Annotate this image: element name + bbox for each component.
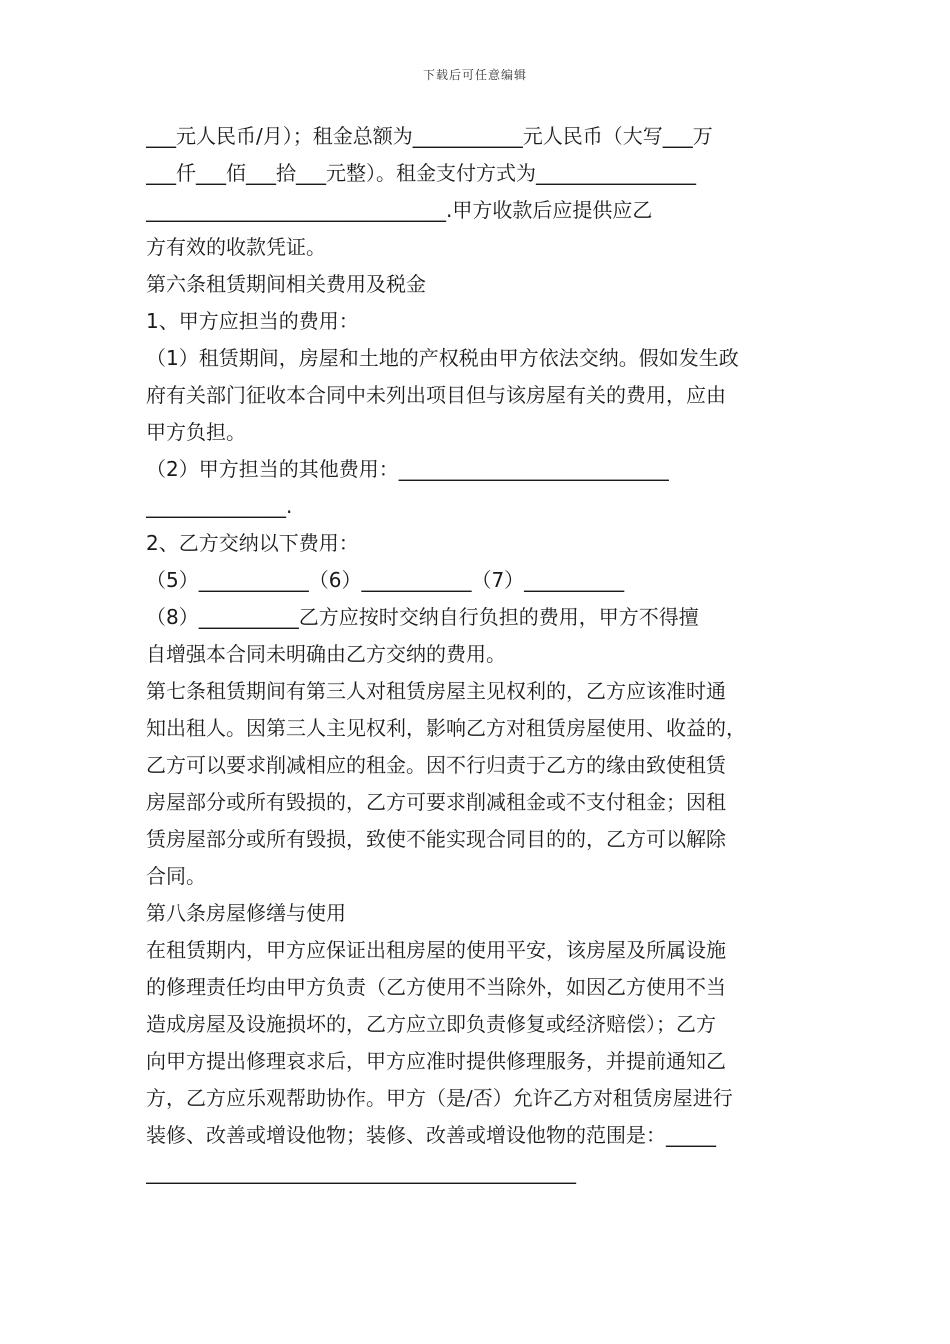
page-header-note: 下载后可任意编辑: [422, 68, 527, 82]
section-heading: 第六条租赁期间相关费用及税金: [146, 272, 426, 296]
text-line: ______________________________.甲方收款后应提供应乙: [146, 198, 653, 222]
text-line: 乙方可以要求削减相应的租金。因不行归责于乙方的缘由致使租赁: [146, 753, 726, 777]
text-line: （2）甲方担当的其他费用：___________________________: [146, 457, 669, 481]
text-line: 合同。: [146, 864, 206, 888]
text-line: 2、乙方交纳以下费用：: [146, 531, 359, 555]
text-line: （5）___________（6）___________（7）__________: [146, 568, 625, 592]
text-line: （8）__________乙方应按时交纳自行负担的费用，甲方不得擅: [146, 605, 699, 629]
document-body: [146, 118, 816, 1191]
text-line: ___元人民币/月）；租金总额为___________元人民币（大写___万: [146, 124, 713, 148]
text-line: 向甲方提出修理哀求后，甲方应准时提供修理服务，并提前通知乙: [146, 1049, 726, 1073]
text-line: 的修理责任均由甲方负责（乙方使用不当除外，如因乙方使用不当: [146, 975, 726, 999]
text-line: 房屋部分或所有毁损的，乙方可要求削减租金或不支付租金；因租: [146, 790, 726, 814]
text-line: 甲方负担。: [146, 420, 246, 444]
text-line: ___________________________________________: [146, 1160, 576, 1184]
text-line: 1、甲方应担当的费用：: [146, 309, 359, 333]
text-line: 自增强本合同未明确由乙方交纳的费用。: [146, 642, 506, 666]
text-line: 府有关部门征收本合同中未列出项目但与该房屋有关的费用，应由: [146, 383, 726, 407]
text-line: 造成房屋及设施损坏的，乙方应立即负责修复或经济赔偿）；乙方: [146, 1012, 716, 1036]
text-line: 装修、改善或增设他物；装修、改善或增设他物的范围是：_____: [146, 1123, 716, 1147]
section-heading: 第八条房屋修缮与使用: [146, 901, 346, 925]
text-line: 知出租人。因第三人主见权利，影响乙方对租赁房屋使用、收益的，: [146, 716, 746, 740]
text-line: （1）租赁期间，房屋和土地的产权税由甲方依法交纳。假如发生政: [146, 346, 739, 370]
text-line: 方有效的收款凭证。: [146, 235, 326, 259]
text-line: 在租赁期内，甲方应保证出租房屋的使用平安，该房屋及所属设施: [146, 938, 726, 962]
text-line: ______________.: [146, 494, 293, 518]
text-line: ___仟___佰___拾___元整）。租金支付方式为________________: [146, 161, 696, 185]
text-line: 方，乙方应乐观帮助协作。甲方（是/否）允许乙方对租赁房屋进行: [146, 1086, 733, 1110]
text-line: 赁房屋部分或所有毁损，致使不能实现合同目的的，乙方可以解除: [146, 827, 726, 851]
section-heading: 第七条租赁期间有第三人对租赁房屋主见权利的，乙方应该准时通: [146, 679, 726, 703]
